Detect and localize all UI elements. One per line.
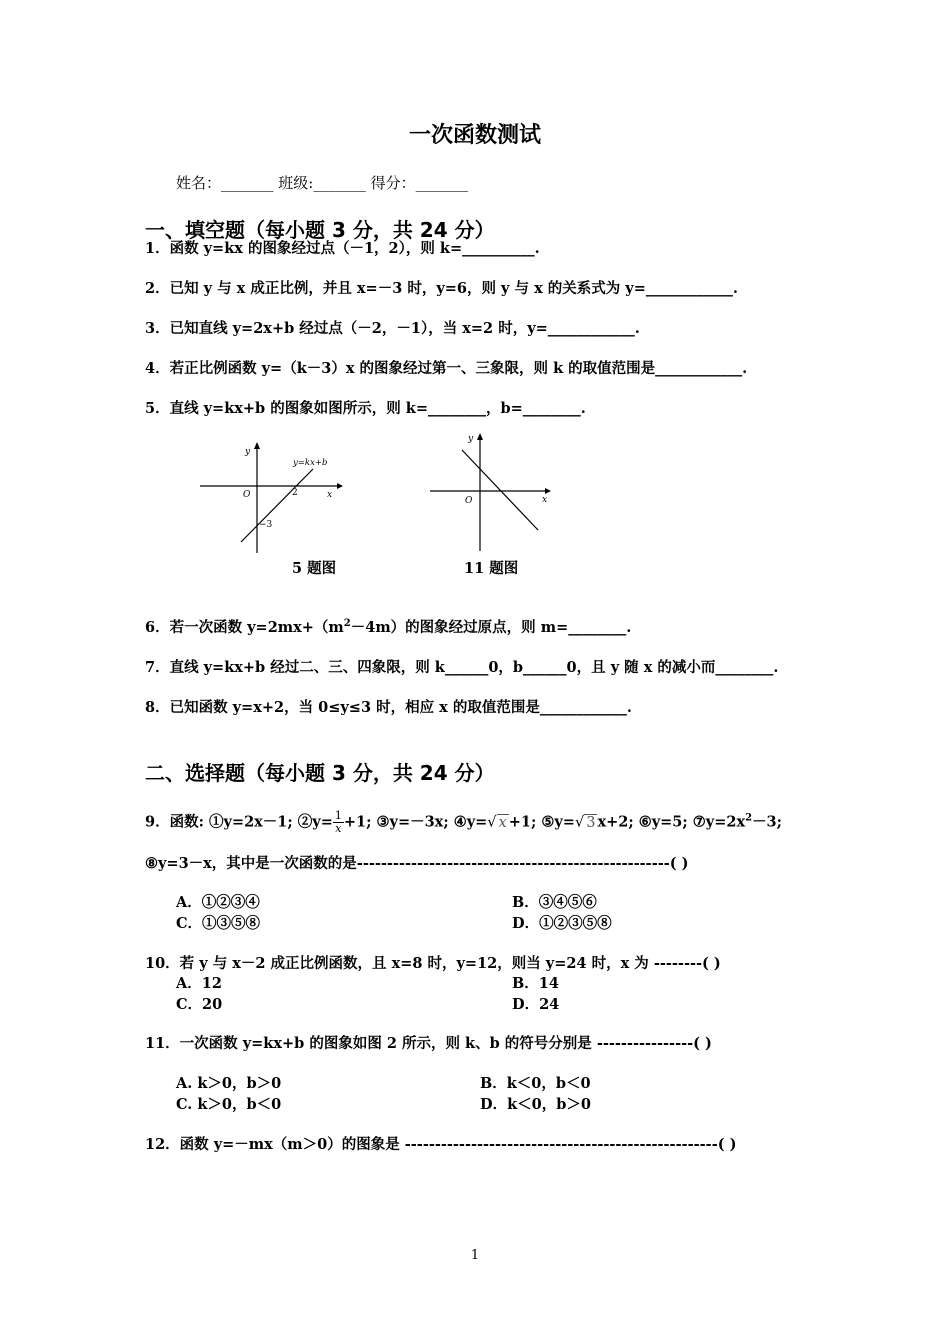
question-9-part-1: 9．函数: ①y=2x－1; ②y=: [145, 813, 333, 831]
figure-q5-graph: [195, 435, 345, 560]
q10-option-d: D．24: [512, 996, 560, 1013]
x-intercept-label: 2: [292, 488, 298, 498]
origin-label: O: [465, 496, 473, 506]
y-axis-label: y: [245, 447, 251, 457]
question-12: 12．函数 y=－mx（m＞0）的图象是 ----------------------------------------------------( ): [145, 1136, 737, 1153]
x-axis-arrow: [337, 483, 343, 489]
fraction-one-over-x: [333, 810, 344, 835]
sqrt-x: √ x: [487, 814, 507, 831]
q10-option-c: C．20: [176, 996, 223, 1013]
line-equation-label: y=kx+b: [293, 458, 328, 468]
graph-line: [241, 469, 313, 542]
page-number: 1: [470, 1248, 480, 1263]
student-info-line: 姓名：_______ 班级:_______ 得分：_______: [176, 174, 469, 192]
y-axis-arrow: [477, 433, 483, 440]
q11-option-c: C. k＞0，b＜0: [176, 1096, 282, 1113]
x-axis-label: x: [327, 490, 333, 500]
y-intercept-label: −3: [259, 520, 273, 530]
question-1: 1．函数 y=kx 的图象经过点（－1，2），则 k=__________.: [145, 240, 540, 257]
sqrt-3-radicand: 3: [586, 814, 596, 831]
q10-option-b: B．14: [512, 975, 559, 992]
question-9-superscript: 2: [745, 812, 753, 824]
question-9-part-4: x+2; ⑥y=5; ⑦y=2x: [597, 813, 746, 831]
q11-option-d: D．k＜0，b＞0: [480, 1096, 591, 1113]
q11-option-a: A. k＞0，b＞0: [176, 1075, 282, 1092]
question-6-superscript: 2: [343, 618, 351, 630]
q9-option-a: A．①②③④: [176, 894, 260, 911]
question-11: 11．一次函数 y=kx+b 的图象如图 2 所示，则 k、b 的符号分别是 ----------------( ): [145, 1035, 712, 1052]
question-9-part-5: －3;: [752, 813, 783, 831]
question-4: 4．若正比例函数 y=（k－3）x 的图象经过第一、三象限，则 k 的取值范围是____________.: [145, 360, 748, 377]
x-axis-arrow: [545, 488, 551, 494]
question-9-part-3: +1; ⑤y=: [508, 813, 575, 831]
origin-label: O: [243, 490, 251, 500]
question-9-line-2: ⑧y=3－x，其中是一次函数的是----------------------------------------------------( ): [145, 855, 689, 872]
question-7: 7．直线 y=kx+b 经过二、三、四象限，则 k______0，b______0，且 y 随 x 的减小而________.: [145, 659, 779, 676]
y-axis-arrow: [254, 442, 260, 449]
question-6-text-a: 6．若一次函数 y=2mx+（m: [145, 619, 344, 636]
q9-option-d: D．①②③⑤⑧: [512, 915, 612, 932]
sqrt-3: √ 3: [574, 814, 596, 831]
question-6-text-b: －4m）的图象经过原点，则 m=________.: [350, 619, 632, 636]
q9-option-b: B．③④⑤⑥: [512, 894, 597, 911]
question-3: 3．已知直线 y=2x+b 经过点（－2，－1），当 x=2 时，y=____________.: [145, 320, 640, 337]
figure-q11-caption: 11 题图: [464, 560, 519, 577]
graph-line: [462, 450, 538, 530]
question-8: 8．已知函数 y=x+2，当 0≤y≤3 时，相应 x 的取值范围是____________.: [145, 699, 632, 716]
question-2: 2．已知 y 与 x 成正比例，并且 x=－3 时，y=6，则 y 与 x 的关系式为 y=____________.: [145, 280, 738, 297]
section-multiple-choice-heading: 二、选择题（每小题 3 分，共 24 分）: [145, 761, 495, 785]
q11-option-b: B．k＜0，b＜0: [480, 1075, 591, 1092]
page-title: 一次函数测试: [408, 123, 541, 148]
question-5: 5．直线 y=kx+b 的图象如图所示，则 k=________，b=________.: [145, 400, 586, 417]
question-9: [145, 810, 782, 835]
question-10: 10．若 y 与 x－2 成正比例函数，且 x=8 时，y=12，则当 y=24 时，x 为 --------( ): [145, 955, 721, 972]
q9-option-c: C．①③⑤⑧: [176, 915, 261, 932]
fraction-numerator: 1: [334, 809, 342, 822]
sqrt-x-radicand: x: [498, 814, 507, 831]
figure-q5-caption: 5 题图: [292, 560, 337, 577]
figure-q11-graph: [425, 428, 560, 560]
y-axis-label: y: [468, 434, 474, 444]
section-fill-in-heading: 一、填空题（每小题 3 分，共 24 分）: [145, 218, 495, 242]
q10-option-a: A．12: [176, 975, 222, 992]
question-6: [145, 616, 631, 637]
fraction-denominator: x: [335, 822, 342, 835]
x-axis-label: x: [542, 495, 548, 505]
question-9-part-2: +1; ③y=－3x; ④y=: [343, 813, 488, 831]
